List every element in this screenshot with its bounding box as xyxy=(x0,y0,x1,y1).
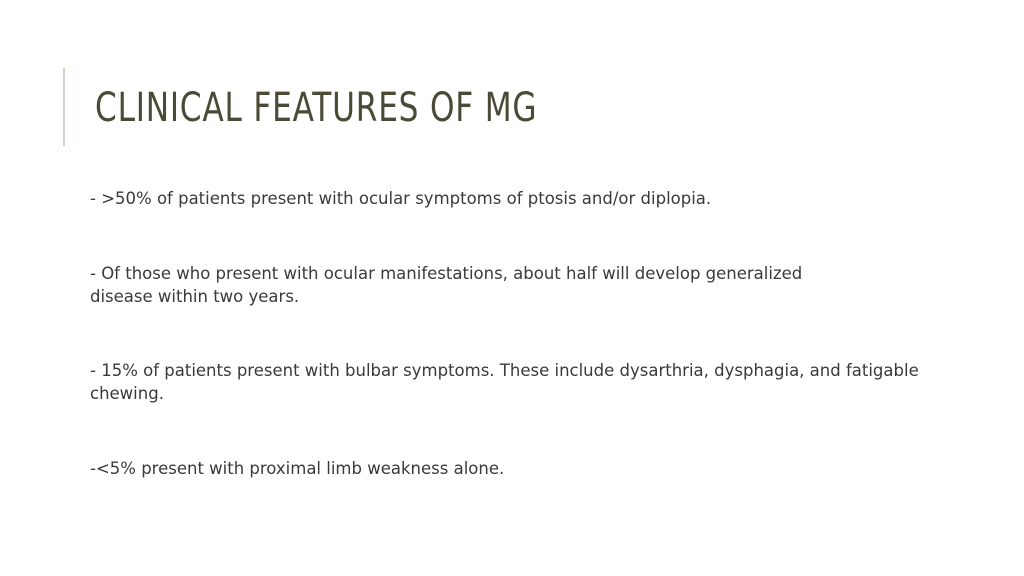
bullet-item: - Of those who present with ocular manifestations, about half will develop generalized disease within two years. xyxy=(90,264,803,306)
bullet-item: -<5% present with proximal limb weakness alone. xyxy=(90,459,505,478)
title-accent-bar xyxy=(63,68,65,146)
bullet-item: - >50% of patients present with ocular symptoms of ptosis and/or diplopia. xyxy=(90,189,712,208)
slide-title: CLINICAL FEATURES OF MG xyxy=(95,85,538,131)
bullet-item: - 15% of patients present with bulbar symptoms. These include dysarthria, dysphagia, and fatigable chewing. xyxy=(90,361,919,403)
